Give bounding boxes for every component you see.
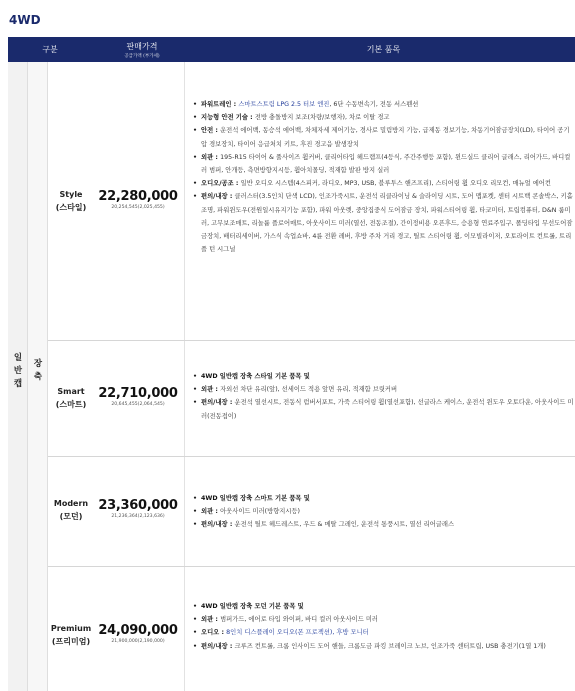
group-column xyxy=(8,62,28,691)
feature-list xyxy=(192,492,575,532)
trim-price: 23,360,000 21,236,364(2,123,636) xyxy=(98,498,178,519)
feature-item: • 외관 : 범퍼가드, 에어로 타입 와이퍼, 바디 컬러 아웃사이드 미러 xyxy=(192,613,575,626)
table-header xyxy=(8,37,575,62)
feature-item: • 4WD 일반캡 장축 스마트 기본 품목 및 xyxy=(192,492,575,505)
feature-list xyxy=(192,600,575,653)
trim-name: Premium (프리미엄) xyxy=(50,624,92,646)
header-category: 구분 xyxy=(42,45,58,54)
feature-item: • 외관 : 195-R15 타이어 & 풀사이즈 휠커버, 클리어타입 헤드램프(4등식, 주간주행등 포함), 윈드실드 클리어 글래스, 리어가드, 바디컬러 범퍼, 안개등, 측면방향지시등, 휠아치몰딩, 적재함 발판 방지 실러 xyxy=(192,151,575,177)
feature-item: • 편의/내장 : 크루즈 컨트롤, 크롬 인사이드 도어 핸들, 크롬도금 파킹 브레이크 노브, 인조가죽 센터트립, USB 충전기(1열 1개) xyxy=(192,640,575,653)
trim-name: Smart (스마트) xyxy=(55,387,87,409)
feature-item: • 4WD 일반캡 장축 스타일 기본 품목 및 xyxy=(192,370,575,383)
feature-list xyxy=(192,370,575,423)
trim-name: Modern (모던) xyxy=(53,499,89,521)
trim-row-style xyxy=(48,62,575,341)
trim-row-smart xyxy=(48,341,575,457)
trim-row-modern xyxy=(48,457,575,567)
feature-item: • 지능형 안전 기술 : 전방 충돌방지 보조(차량/보행자), 차로 이탈 경고 xyxy=(192,111,575,124)
feature-item: • 외관 : 아웃사이드 미러(방향지시등) xyxy=(192,505,575,518)
header-price-label: 판매가격 xyxy=(126,41,158,51)
group-label: 일 반 캡 xyxy=(13,353,23,389)
header-features: 기본 품목 xyxy=(366,45,401,54)
header-price-sublabel: 공급가액 (부가세) xyxy=(124,53,160,59)
feature-item: • 외관 : 자외선 차단 유리(앞), 선세이드 적용 앞면 유리, 적재함 브릿커버 xyxy=(192,383,575,396)
trim-row-premium xyxy=(48,567,575,691)
feature-item: • 편의/내장 : 운전석 열선시트, 전동식 럼버서포트, 가죽 스티어링 휠(열선포함), 선글라스 케이스, 운전석 윈도우 오토다운, 아웃사이드 미러(전동접이) xyxy=(192,396,575,422)
feature-item: • 파워트레인 : 스마트스트림 LPG 2.5 터보 엔진, 6단 수동변속기, 전동 서스펜션 xyxy=(192,98,575,111)
header-price xyxy=(92,37,192,62)
subgroup-label: 장 축 xyxy=(33,359,43,382)
trim-price: 22,710,000 20,645,455(2,064,545) xyxy=(98,386,178,407)
feature-list xyxy=(192,98,575,256)
feature-item: • 오디오 : 8인치 디스플레이 오디오(폰 프로젝션), 후방 모니터 xyxy=(192,626,575,639)
feature-item: • 편의/내장 : 운전석 틸트 헤드레스트, 우드 & 메탈 그레인, 운전석 통풍시트, 열선 리어글래스 xyxy=(192,518,575,531)
feature-item: • 4WD 일반캡 장축 모던 기본 품목 및 xyxy=(192,600,575,613)
subgroup-column xyxy=(28,62,48,691)
feature-item: • 오디오/공조 : 일반 오디오 시스템(4스피커, 라디오, MP3, USB, 블루투스 핸즈프리), 스티어링 휠 오디오 리모컨, 매뉴얼 에어컨 xyxy=(192,177,575,190)
feature-item: • 안전 : 운전석 에어백, 동승석 에어백, 차체자세 제어기능, 경사로 밀림방지 기능, 급제동 경보기능, 차동기어잠금장치(LD), 타이어 공기압 경보장치, 타이어 응급처치 키트, 후진 경고음 발생장치 xyxy=(192,124,575,150)
trim-name: Style (스타일) xyxy=(55,190,87,212)
section-title: 4WD xyxy=(9,13,41,27)
trim-price: 22,280,000 20,254,545(2,025,455) xyxy=(98,189,178,210)
trim-price: 24,090,000 21,900,000(2,190,000) xyxy=(98,623,178,644)
feature-item: • 편의/내장 : 클러스터(3.5인치 단색 LCD), 인조가죽시트, 운전석 리클라이닝 & 슬라이딩 시트, 도어 맵포켓, 센터 시트백 콘솔박스, 키홀조명, 파워윈도우(전원일시유지기능 포함), 파워 아웃렛, 중앙집중식 도어잠금 장치, 파워스티어링 휠, 타코미터, 트립컴퓨터, D&N 룸미러, 고무보조매트, 리놀륨 플로어매트, 아웃사이드 미러(열선, 전동조절), 간이정비용 오픈후드, 승용형 연료주입구, 폴딩타입 무선도어잠금장치, 배터리세이버, 가스식 속업쇼바, 4륜 전환 레버, 후방 주차 거리 경고, 틸트 스티어링 휠, 이모빌라이저, 오토라이트 컨트롤, 트리플 턴 시그널 xyxy=(192,190,575,256)
